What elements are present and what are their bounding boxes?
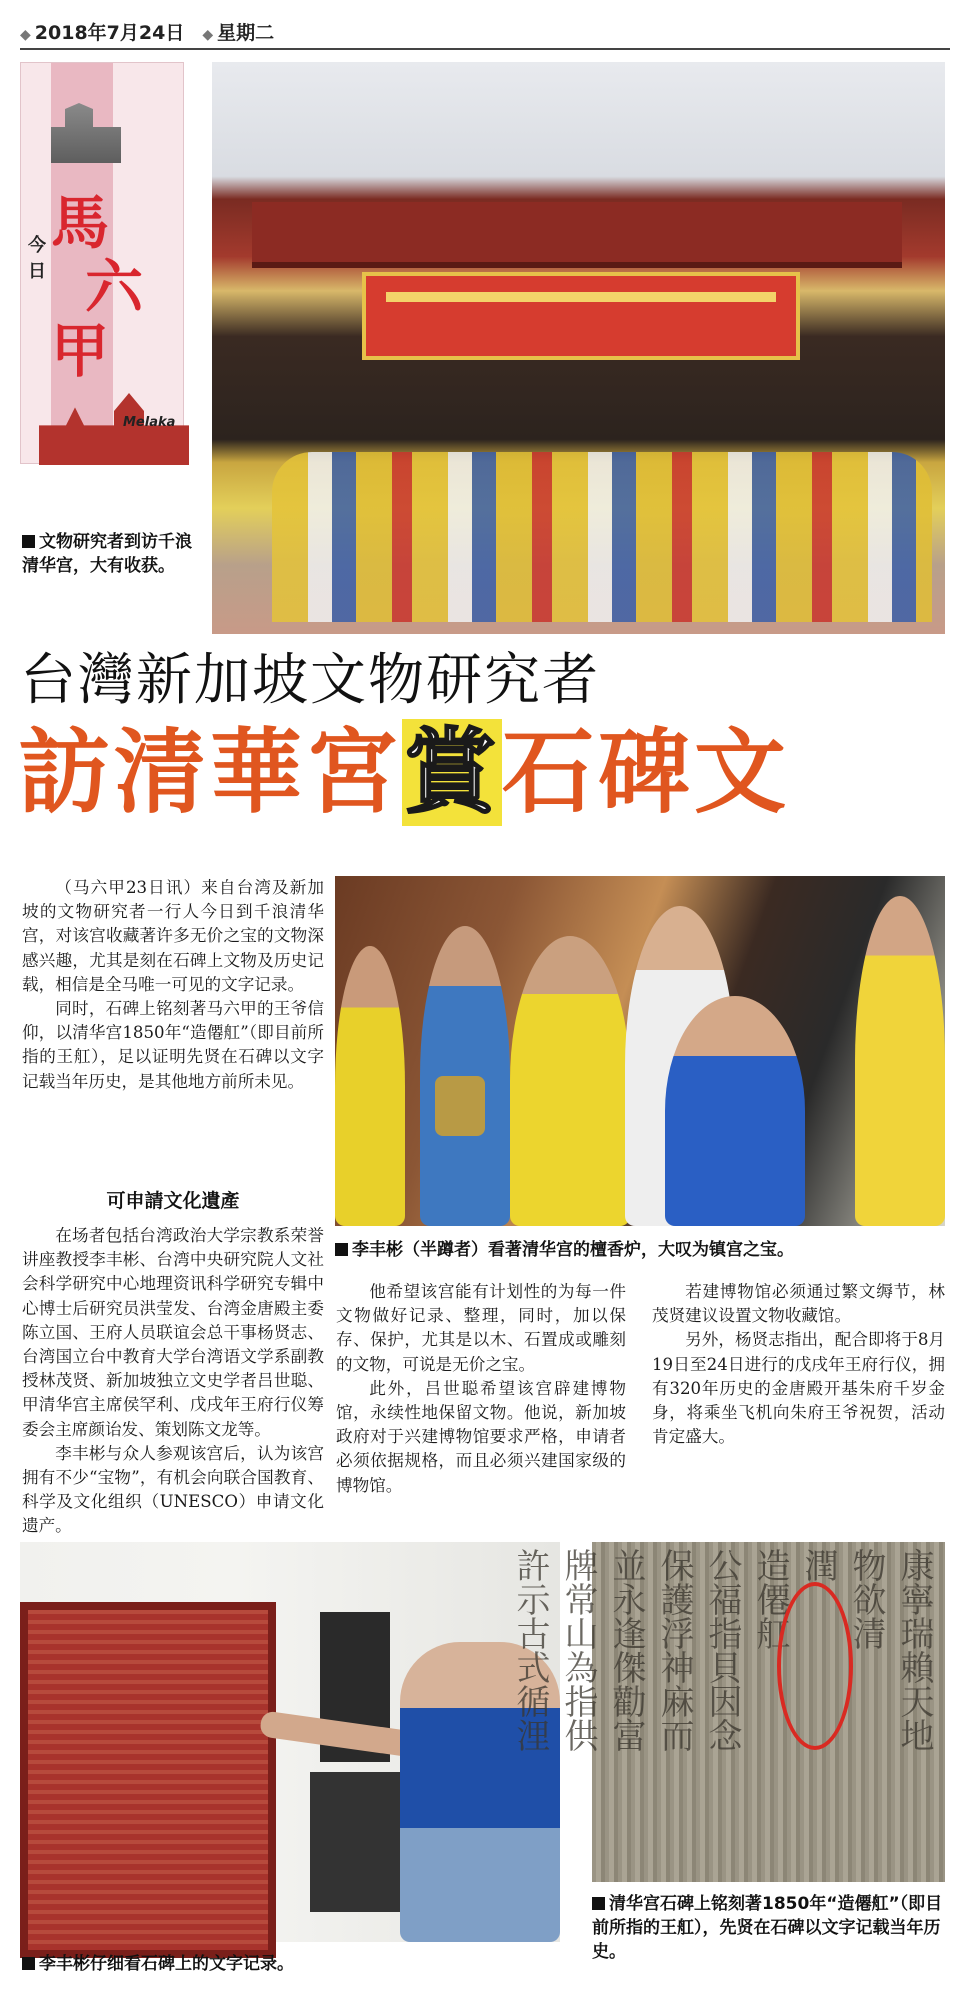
caption-marker-icon [22,1957,35,1970]
column-tag-jinri: 今日 [28,235,46,282]
lead-paragraph: （马六甲23日讯）来自台湾及新加坡的文物研究者一行人今日到千浪清华宫，对该宫收藏著许多无价之宝的文物深感兴趣，尤其是刻在石碑上文物及历史记载，相信是全马唯一可见的文字记录。 [22,878,324,994]
inscription-column: 造僊舡 [750,1548,790,1650]
headline-part: 石碑文 [502,719,791,826]
article-kicker: 台灣新加坡文物研究者 [20,648,600,713]
caption-marker-icon [335,1243,348,1256]
temple-roof [252,202,902,268]
body-paragraph: 同时，石碑上铭刻著马六甲的王爷信仰，以清华宫1850年“造僊舡”（即目前所指的王舡），足以证明先贤在石碑以文字记载当年历史，是其他地方前所未见。 [22,999,324,1091]
inscription-column: 潤 [798,1548,838,1582]
body-paragraph: 若建博物馆必须通过繁文缛节，林茂贤建议设置文物收藏馆。 [652,1282,945,1326]
incense-burner [435,1076,485,1136]
column-tag-char: 六 [85,253,144,321]
body-paragraph: 在场者包括台湾政治大学宗教系荣誉讲座教授李丰彬、台湾中央研究院人文社会科学研究中心地理资讯科学研究专辑中心博士后研究员洪莹发、台湾金唐殿主委陈立国、王府人员联谊会总干事杨贤志、台湾国立台中教育大学台湾语文学系副教授林茂贤、新加坡独立文史学者吕世聪、甲清华宫主席侯罕利、戊戌年王府行仪筹委会主席颜诒发、策划陈文龙等。 [22,1226,324,1439]
visitor-group [272,452,932,622]
headline-part: 訪清華宮 [18,719,403,826]
person [335,946,405,1226]
dateline [20,14,950,50]
article-column-1 [22,876,324,1094]
inscription-text [510,1548,935,1876]
article-column-4 [652,1280,945,1449]
inscription-column: 牌常山為指供 [558,1548,598,1752]
inscription-closeup-photo [510,1542,945,1882]
column-tag [20,62,184,464]
article-subhead: 可申請文化遺產 [106,1190,240,1212]
inscription-column: 保護浮神麻而 [654,1548,694,1752]
article-column-2 [22,1224,324,1539]
body-paragraph: 另外，杨贤志指出，配合即将于8月19日至24日进行的戊戌年王府行仪，拥有320年历史的金唐殿开基朱府千岁金身，将乘坐飞机向朱府王爷祝贺，活动肯定盛大。 [652,1330,945,1447]
inscription-column: 並永逢傑勸富 [606,1548,646,1752]
incense-photo-caption: 李丰彬（半蹲者）看著清华宫的檀香炉，大叹为镇宫之宝。 [335,1238,945,1262]
incense-burner-photo [335,876,945,1226]
person [855,896,945,1226]
welcome-banner [362,272,800,360]
crouching-man [665,996,805,1226]
inscription-photo-caption: 清华宫石碑上铭刻著1850年“造僊舡”（即目前所指的王舡），先贤在石碑以文字记载当年历史。 [592,1894,943,1962]
stone-stele [20,1602,276,1958]
body-paragraph: 此外，吕世聪希望该宫辟建博物馆，永续性地保留文物。他说，新加坡政府对于兴建博物馆要求严格，申请者必须依据规格，而且必须兴建国家级的博物馆。 [336,1378,626,1495]
temple-group-photo [212,62,945,634]
column-tag-char: 甲 [51,317,110,385]
inscription-column: 公福指貝因念 [702,1548,742,1752]
article-column-3 [336,1280,626,1498]
inscription-column: 康寧瑞賴天地 [894,1548,934,1752]
caption-marker-icon [592,1897,605,1910]
article-headline [18,720,958,830]
inscription-column: 許示古式循浬 [510,1548,550,1752]
column-tag-latin: Melaka [123,415,176,430]
weekday: ◆ 星期二 [202,21,275,44]
column-tag-title [51,191,151,383]
stele-photo-caption: 李丰彬仔细看石碑上的文字记录。 [22,1952,562,1976]
red-circle-highlight [777,1582,853,1750]
column-tag-char: 馬 [51,189,110,257]
date: ◆ 2018年7月24日 [20,21,185,44]
dark-plaque [310,1772,400,1912]
headline-highlight: 賞 [404,719,501,826]
caption-marker-icon [22,535,35,548]
temple-photo-caption: 文物研究者到访千浪清华宫，大有收获。 [22,532,192,576]
body-paragraph: 他希望该宫能有计划性的为每一件文物做好记录、整理，同时，加以保存、保护，尤其是以木、石置成或雕刻的文物，可说是无价之宝。 [336,1282,626,1374]
inscription-column: 物欲清 [846,1548,886,1650]
person [510,936,630,1226]
body-paragraph: 李丰彬与众人参观该宫后，认为该宫拥有不少“宝物”，有机会向联合国教育、科学及文化组织（UNESCO）申请文化遗产。 [22,1443,324,1536]
stele-photo [20,1542,560,1942]
